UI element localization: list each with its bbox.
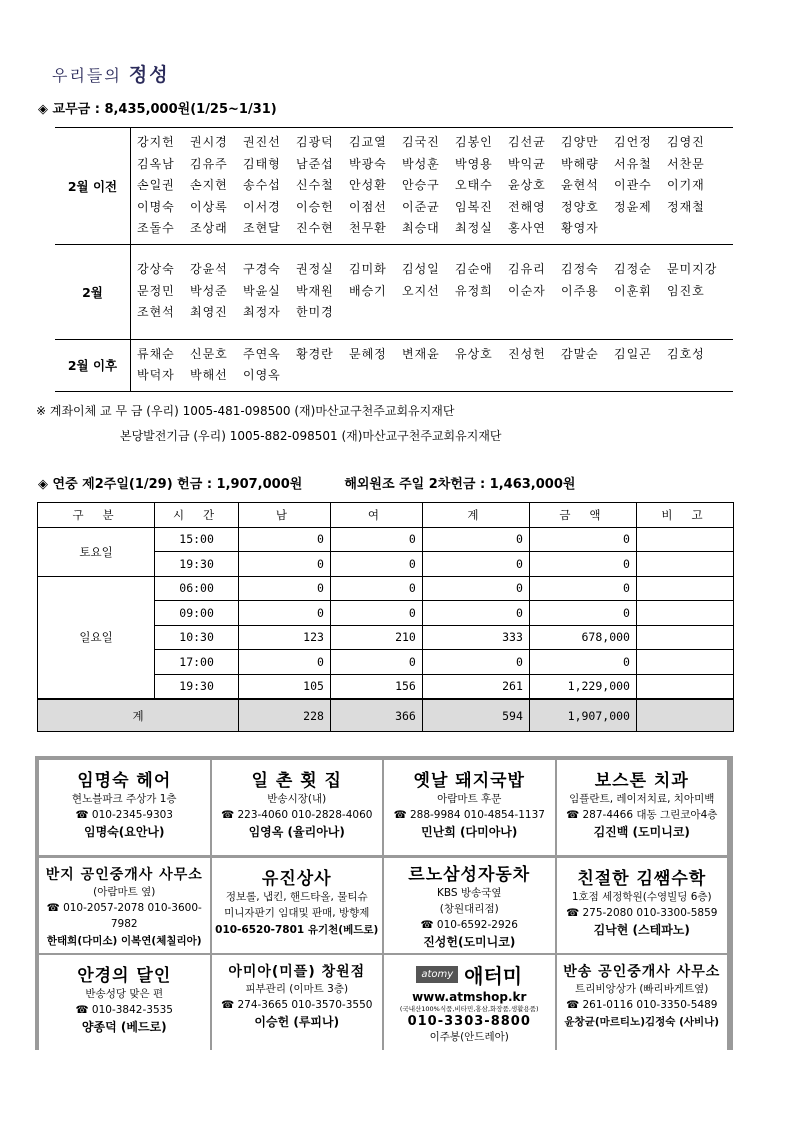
donor-name: 주연옥: [243, 346, 281, 361]
donor-name: 진성헌: [508, 346, 546, 361]
donor-name: 강윤석: [190, 262, 228, 277]
donor-name: 손일권: [137, 178, 175, 192]
value-cell: 261: [422, 674, 529, 699]
account-line-1: ※ 계좌이체 교 무 금 (우리) 1005-481-098500 (재)마산교구천주교회유지재단: [36, 404, 455, 418]
ad-line: 피부관리 (이마트 3층): [245, 983, 349, 995]
value-cell: 0: [239, 552, 331, 577]
ad-line: ☎ 288-9984 010-4854-1137: [393, 809, 545, 821]
ad-box: [39, 760, 210, 855]
donor-name: 박성훈: [402, 156, 440, 171]
total-value: 594: [422, 699, 529, 732]
group-label: 2월 이후: [55, 339, 131, 391]
donor-name: 손지현: [190, 178, 228, 192]
time-cell: 19:30: [155, 552, 239, 577]
ad-line: 임플란트, 레이저치료, 치아미백: [569, 793, 715, 805]
ad-box: [384, 760, 555, 855]
ad-owner: 임영옥 (율리아나): [248, 825, 345, 839]
donor-name: 이영옥: [243, 368, 281, 382]
group-row: [55, 244, 733, 339]
ad-line: 트리비앙상가 (빠리바게트옆): [575, 983, 709, 995]
value-cell: 0: [330, 552, 422, 577]
ad-logo-row: [384, 960, 555, 989]
total-label: 계: [38, 699, 239, 732]
column-header: 시 간: [155, 503, 239, 528]
page-title: 우리들의 정성: [52, 64, 170, 86]
time-cell: 15:00: [155, 527, 239, 552]
donor-name: 박익균: [508, 156, 546, 171]
donor-name: 서찬문: [667, 156, 705, 171]
donor-name: 안승구: [402, 178, 440, 192]
donor-name: 오태수: [455, 178, 493, 192]
ad-line: ☎ 010-3842-3535: [75, 1004, 173, 1016]
donor-name: 김국진: [402, 135, 440, 149]
donor-name: 송수섭: [243, 178, 281, 192]
note-cell: [636, 699, 733, 732]
ad-title: 안경의 달인: [77, 966, 172, 986]
ad-owner: 한태희(다미소) 이복연(체칠리아): [46, 934, 202, 947]
ad-line: ☎ 010-6592-2926: [420, 918, 518, 931]
group-names: [131, 339, 734, 391]
value-cell: 0: [330, 527, 422, 552]
donor-name: 이서경: [243, 199, 281, 214]
group-label: 2월 이전: [55, 128, 131, 245]
offering-heading: ◈ 연중 제2주일(1/29) 헌금 : 1,907,000원 해외원조 주일 2차헌금 : 1,463,000원: [38, 477, 576, 492]
column-header: 비 고: [636, 503, 733, 528]
donor-name: 박성준: [190, 283, 228, 298]
donor-name: 김옥남: [137, 156, 175, 171]
donor-name: 문정민: [137, 283, 175, 298]
table-row: [38, 576, 734, 601]
ad-line: 반송성당 맞은 편: [85, 988, 164, 1000]
ad-title: 친절한 김쌤수학: [577, 868, 707, 889]
ad-line: ☎ 010-2345-9303: [75, 809, 173, 821]
ad-line: 1호점 세정학원(수영빌딩 6층): [571, 890, 712, 903]
donor-name: 신문호: [190, 346, 228, 361]
total-row: [38, 699, 734, 732]
column-header: 계: [422, 503, 529, 528]
ad-phone: 010-3303-8800: [407, 1014, 531, 1029]
ad-title: 르노삼성자동차: [408, 864, 531, 885]
value-cell: 123: [239, 625, 331, 650]
column-header: 남: [239, 503, 331, 528]
value-cell: 105: [239, 674, 331, 699]
ad-box: [39, 955, 210, 1050]
ad-line: ☎ 274-3665 010-3570-3550: [221, 999, 373, 1011]
donor-name: 이승헌: [296, 199, 334, 214]
ad-line: KBS 방송국옆: [437, 886, 502, 899]
donor-name: 김미화: [349, 262, 387, 277]
ad-owner: 임명숙(요안나): [83, 825, 165, 839]
ad-line: 미니자판기 임대및 판매, 방향제: [224, 906, 370, 919]
day-cell: 토요일: [38, 527, 155, 576]
ad-line: ☎ 275-2080 010-3300-5859: [566, 906, 718, 919]
donor-name: 김정숙: [561, 262, 599, 277]
value-cell: 1,229,000: [529, 674, 636, 699]
donor-name: 김교열: [349, 135, 387, 149]
group-label: 2월: [55, 244, 131, 339]
value-cell: 0: [239, 601, 331, 626]
donor-name: 문혜정: [349, 346, 387, 361]
ad-owner: 김진백 (도미니코): [593, 825, 690, 839]
donor-name: 임복진: [455, 199, 493, 214]
donor-name: 김호성: [667, 346, 705, 361]
donor-name: 황영자: [561, 221, 599, 235]
donor-name: 김순애: [455, 262, 493, 277]
value-cell: 0: [529, 527, 636, 552]
donor-name: 최승대: [402, 221, 440, 235]
donor-name: 정윤제: [614, 199, 652, 214]
ad-title: 유진상사: [261, 868, 332, 889]
donor-name: 유상호: [455, 346, 493, 361]
donor-name: 강지헌: [137, 135, 175, 149]
ad-line: (창원대리점): [439, 902, 499, 915]
time-cell: 19:30: [155, 674, 239, 699]
donor-name: 김정순: [614, 262, 652, 277]
time-cell: 06:00: [155, 576, 239, 601]
donor-name: 홍사연: [508, 221, 546, 235]
donor-name: 구경숙: [243, 262, 281, 277]
group-row: [55, 128, 733, 245]
note-cell: [636, 527, 733, 552]
ad-line: ☎ 223-4060 010-2828-4060: [221, 809, 373, 821]
ad-owner: 010-6520-7801 유기천(베드로): [215, 923, 379, 936]
value-cell: 0: [239, 576, 331, 601]
donor-name: 이훈휘: [614, 283, 652, 298]
donor-name: 이기재: [667, 178, 705, 192]
ad-owner: 민난희 (다미아나): [421, 825, 518, 839]
donor-name: 최정실: [455, 221, 493, 235]
donor-name: 윤현석: [561, 178, 599, 192]
donor-name: 이순자: [508, 283, 546, 298]
donor-name: 신수철: [296, 178, 334, 192]
total-value: 1,907,000: [529, 699, 636, 732]
ad-title: 반송 공인중개사 사무소: [563, 964, 721, 980]
ad-sub: (국내산100%식품,비타민,홍삼,화장품,생활용품): [399, 1005, 539, 1013]
donor-name: 이관수: [614, 178, 652, 192]
total-value: 228: [239, 699, 331, 732]
ad-line: 반송시장(내): [267, 793, 327, 805]
donor-name: 김일곤: [614, 346, 652, 361]
value-cell: 0: [422, 527, 529, 552]
donor-name: 한미경: [296, 305, 334, 320]
ad-line: 아람마트 후문: [437, 793, 502, 805]
donor-name: 김양만: [561, 135, 599, 149]
donor-name: 남준섭: [296, 156, 334, 171]
value-cell: 0: [422, 601, 529, 626]
ad-line: 현노블파크 주상가 1층: [71, 793, 177, 805]
note-cell: [636, 625, 733, 650]
ad-title: 임명숙 헤어: [77, 771, 172, 791]
value-cell: 0: [330, 576, 422, 601]
ad-line: ☎ 261-0116 010-3350-5489: [566, 999, 718, 1011]
donor-name: 박해량: [561, 156, 599, 171]
value-cell: 210: [330, 625, 422, 650]
donor-name: 이명숙: [137, 199, 175, 214]
account-line-2: 본당발전기금 (우리) 1005-882-098501 (재)마산교구천주교회유지재단: [120, 429, 502, 443]
donor-name: 변재윤: [402, 346, 440, 361]
ad-line: (아람마트 옆): [93, 885, 156, 898]
donor-name: 정양호: [561, 199, 599, 214]
value-cell: 678,000: [529, 625, 636, 650]
note-cell: [636, 674, 733, 699]
value-cell: 0: [239, 650, 331, 675]
ad-line: ☎ 287-4466 대동 그린코아4층: [566, 809, 718, 821]
ad-box: [557, 858, 728, 953]
donor-name: 문미지강: [667, 262, 718, 277]
donor-name: 김선균: [508, 135, 546, 149]
donor-name: 윤상호: [508, 178, 546, 192]
ad-box: [557, 955, 728, 1050]
tithe-heading: ◈ 교무금 : 8,435,000원(1/25~1/31): [38, 102, 277, 117]
donor-name: 박영용: [455, 156, 493, 171]
value-cell: 0: [529, 576, 636, 601]
donor-name: 권시경: [190, 135, 228, 149]
donor-name: 감말순: [561, 346, 599, 361]
attendance-table: [37, 502, 734, 732]
ad-title: 일 촌 횟 집: [251, 771, 342, 791]
column-header: 여: [330, 503, 422, 528]
donor-name: 이상록: [190, 199, 228, 214]
note-cell: [636, 601, 733, 626]
donor-name: 조돌수: [137, 221, 175, 235]
donor-name: 배승기: [349, 283, 387, 298]
donor-name: 서유철: [614, 156, 652, 171]
donor-name: 박윤실: [243, 283, 281, 298]
ad-web: www.atmshop.kr: [412, 990, 527, 1004]
ad-line: ☎ 010-2057-2078 010-3600-7982: [46, 901, 202, 930]
donor-name: 박광숙: [349, 156, 387, 171]
donor-name: 권정실: [296, 262, 334, 277]
value-cell: 0: [529, 601, 636, 626]
donor-name: 조현달: [243, 221, 281, 235]
ad-owner: 윤창균(마르티노)김정숙 (사비나): [564, 1016, 720, 1028]
donor-name: 김언정: [614, 135, 652, 149]
group-names: [131, 128, 734, 245]
ad-title: 아미아(미플) 창원점: [228, 964, 366, 980]
donor-name: 강상숙: [137, 262, 175, 277]
ad-owner: 이승헌 (루피나): [254, 1015, 340, 1029]
donor-name: 전해영: [508, 199, 546, 214]
note-cell: [636, 650, 733, 675]
value-cell: 0: [330, 650, 422, 675]
atomy-logo: atomy: [416, 966, 458, 983]
donor-name: 진수현: [296, 221, 334, 235]
value-cell: 0: [529, 650, 636, 675]
column-header: 금 액: [529, 503, 636, 528]
value-cell: 0: [422, 650, 529, 675]
donor-name: 이점선: [349, 199, 387, 214]
donor-name: 조상래: [190, 221, 228, 235]
value-cell: 0: [422, 576, 529, 601]
donor-name: 오지선: [402, 283, 440, 298]
ad-title: 보스톤 치과: [594, 771, 689, 791]
value-cell: 0: [330, 601, 422, 626]
ad-title: 애터미: [464, 964, 523, 988]
donor-name: 김광덕: [296, 135, 334, 149]
donor-name: 천무환: [349, 221, 387, 235]
column-header: 구 분: [38, 503, 155, 528]
ad-box: [557, 760, 728, 855]
ad-box: [384, 955, 555, 1050]
donor-name: 유정희: [455, 283, 493, 298]
donor-name: 황경란: [296, 346, 334, 361]
donor-name: 최영진: [190, 305, 228, 320]
donor-name: 김태형: [243, 156, 281, 171]
donor-name: 박덕자: [137, 368, 175, 382]
donor-name: 김성일: [402, 262, 440, 277]
ad-title: 반지 공인중개사 사무소: [45, 866, 203, 883]
donor-name: 류채순: [137, 346, 175, 361]
value-cell: 333: [422, 625, 529, 650]
value-cell: 0: [529, 552, 636, 577]
ad-box: [39, 858, 210, 953]
time-cell: 10:30: [155, 625, 239, 650]
donor-name: 안성환: [349, 178, 387, 192]
donor-name: 이주용: [561, 283, 599, 298]
ad-box: [212, 760, 383, 855]
donor-name: 박해선: [190, 368, 228, 382]
ad-owner: 양종덕 (베드로): [81, 1020, 167, 1034]
value-cell: 0: [239, 527, 331, 552]
group-names: [131, 244, 734, 339]
ads-grid: [35, 756, 733, 1050]
day-cell: 일요일: [38, 576, 155, 699]
time-cell: 09:00: [155, 601, 239, 626]
ad-box: [212, 858, 383, 953]
total-value: 366: [330, 699, 422, 732]
donor-name: 정재철: [667, 199, 705, 214]
donor-name: 최정자: [243, 305, 281, 320]
time-cell: 17:00: [155, 650, 239, 675]
ad-box: [212, 955, 383, 1050]
ad-owner: 김낙현 (스테파노): [593, 922, 690, 937]
donor-name: 김유리: [508, 262, 546, 277]
donor-name: 조현석: [137, 305, 175, 320]
donor-name: 김영진: [667, 135, 705, 149]
ad-owner: 진성헌(도미니코): [423, 934, 516, 949]
ad-line: 정보롤, 냅킨, 핸드타올, 물티슈: [225, 890, 368, 903]
table-row: [38, 527, 734, 552]
donor-name: 임진호: [667, 283, 705, 298]
note-cell: [636, 576, 733, 601]
donor-name: 김봉인: [455, 135, 493, 149]
donor-name: 김유주: [190, 156, 228, 171]
donor-name: 박재원: [296, 283, 334, 298]
value-cell: 0: [422, 552, 529, 577]
group-row: [55, 339, 733, 391]
donor-name: 권진선: [243, 135, 281, 149]
tithe-names-table: [55, 127, 733, 392]
note-cell: [636, 552, 733, 577]
value-cell: 156: [330, 674, 422, 699]
ad-title: 옛날 돼지국밥: [413, 771, 525, 791]
ad-owner: 이주봉(안드레아): [429, 1031, 509, 1043]
ad-box: [384, 858, 555, 953]
donor-name: 이준균: [402, 199, 440, 214]
